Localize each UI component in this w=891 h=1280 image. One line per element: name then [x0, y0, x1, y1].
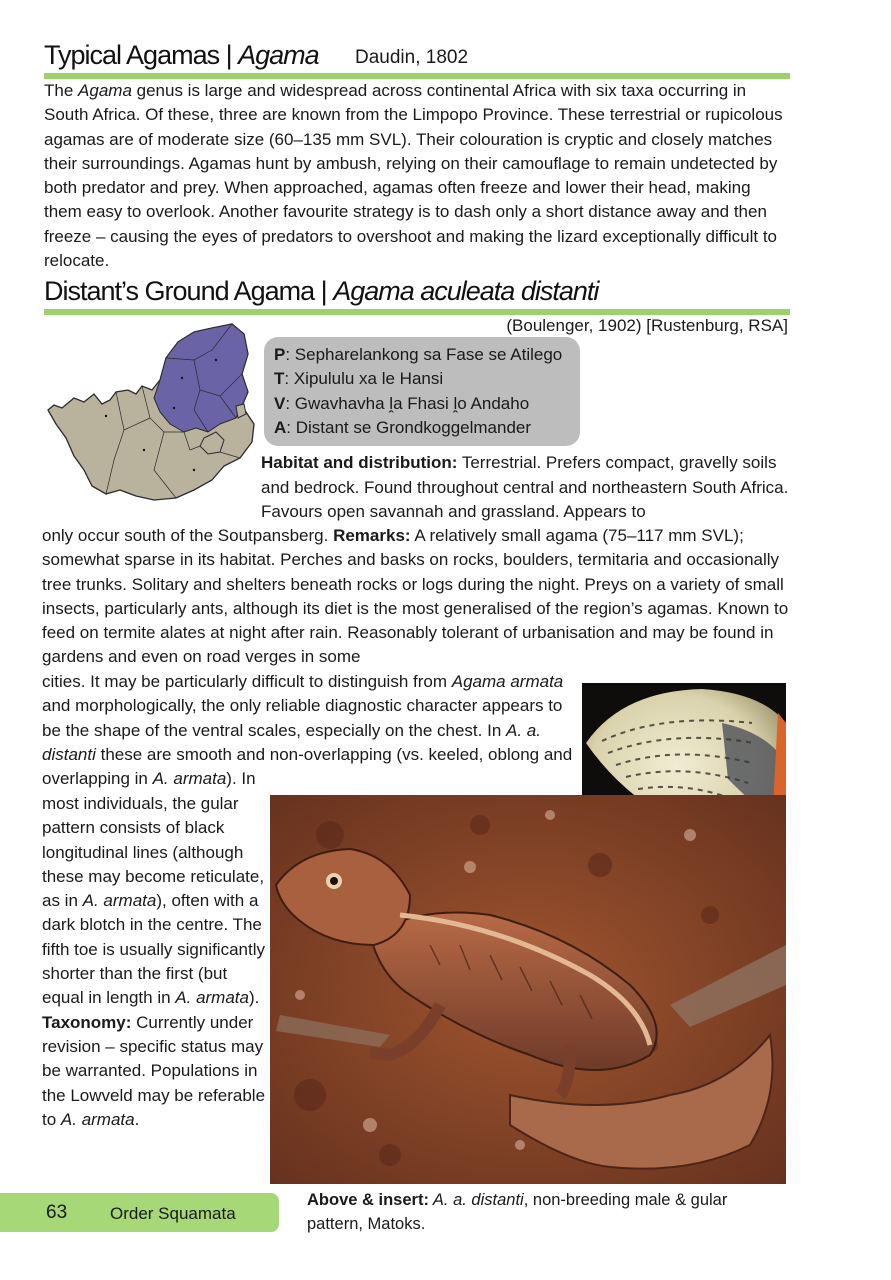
section-title-prefix: Typical Agamas |: [44, 40, 239, 70]
species-text-column: most individuals, the gular pattern consists of black longitudinal lines (although these may become reticulate, as in A. armata), often with a dark blotch in the centre. The fifth toe is usually significantly shorter than the first (but equal in length in A. armata). Taxonomy: Currently under revision – specific status may be warranted. Populations in the Lowveld may be referable to A. armata.: [42, 794, 266, 1129]
page-footer-tab: [0, 1193, 279, 1232]
remarks-label: Remarks:: [333, 526, 411, 545]
species-scientific-name: Agama aculeata distanti: [333, 276, 599, 306]
name-venda: V: Gwavhavha ḽa Fhasi ḽo Andaho: [274, 393, 530, 413]
habitat-text-indented: Habitat and distribution: Terrestrial. Prefers compact, gravelly soils and bedrock. Found throughout central and northeastern South Africa. Favours open savannah and grassland. Appears to: [261, 453, 789, 521]
species-title: [44, 276, 598, 307]
intro-paragraph: The Agama genus is large and widespread across continental Africa with six taxa occurring in South Africa. Of these, three are known from the Limpopo Province. These terrestrial or rupicolous agamas are of moderate size (60–135 mm SVL). Their colouration is cryptic and closely matches their surroundings. Agamas hunt by ambush, relying on their camouflage to remain undetected by both predator and prey. When approached, agamas often freeze and lower their head, making them easy to overlook. Another favourite strategy is to dash only a short distance away and then freeze – causing the eyes of predators to overshoot and making the lizard exceptionally difficult to relocate.: [44, 81, 783, 271]
name-tsonga: T: Xipululu xa le Hansi: [274, 369, 444, 389]
species-authority: (Boulenger, 1902) [Rustenburg, RSA]: [506, 316, 788, 335]
distribution-map: [44, 320, 259, 510]
section-title: [44, 40, 319, 71]
range-shading: [154, 324, 248, 432]
photo-caption: Above & insert: A. a. distanti, non-breeding male & gular pattern, Matoks.: [307, 1191, 728, 1233]
species-text: only occur south of the Soutpansberg. Remarks: A relatively small agama (75–117 mm SVL); somewhat sparse in its habitat. Perches and basks on rocks, boulders, termitaria and occasionally tree trunks. Solitary and shelters beneath rocks or logs during the night. Preys on a variety of small insects, particularly ants, although its diet is the most generalised of the region’s agamas. Known to feed on termite alates at night after rain. Reasonably tolerant of urbanisation and may be found in gardens and even on road verges in some: [42, 526, 789, 667]
species-text-narrow: cities. It may be particularly difficult to distinguish from Agama armata and morphologically, the only reliable diagnostic character appears to be the shape of the ventral scales, especially on the chest. In A. a. distanti these are smooth and non-overlapping (vs. keeled, oblong and overlapping in A. armata). In: [42, 672, 573, 789]
page-number: 63: [46, 1202, 68, 1223]
species-common-name: Distant’s Ground Agama |: [44, 276, 334, 306]
name-afrikaans: A: Distant se Grondkoggelmander: [274, 417, 532, 437]
species-rule: [44, 309, 790, 315]
habitat-label: Habitat and distribution:: [261, 453, 458, 472]
footer-section: Order Squamata: [110, 1204, 236, 1223]
lizard-photo: [270, 795, 786, 1184]
section-author: Daudin, 1802: [355, 47, 469, 68]
name-pedi: P: Sepharelankong sa Fase se Atilego: [274, 345, 563, 364]
taxonomy-label: Taxonomy:: [42, 1012, 132, 1032]
section-title-genus: Agama: [238, 40, 319, 70]
common-names-box: [264, 337, 580, 446]
